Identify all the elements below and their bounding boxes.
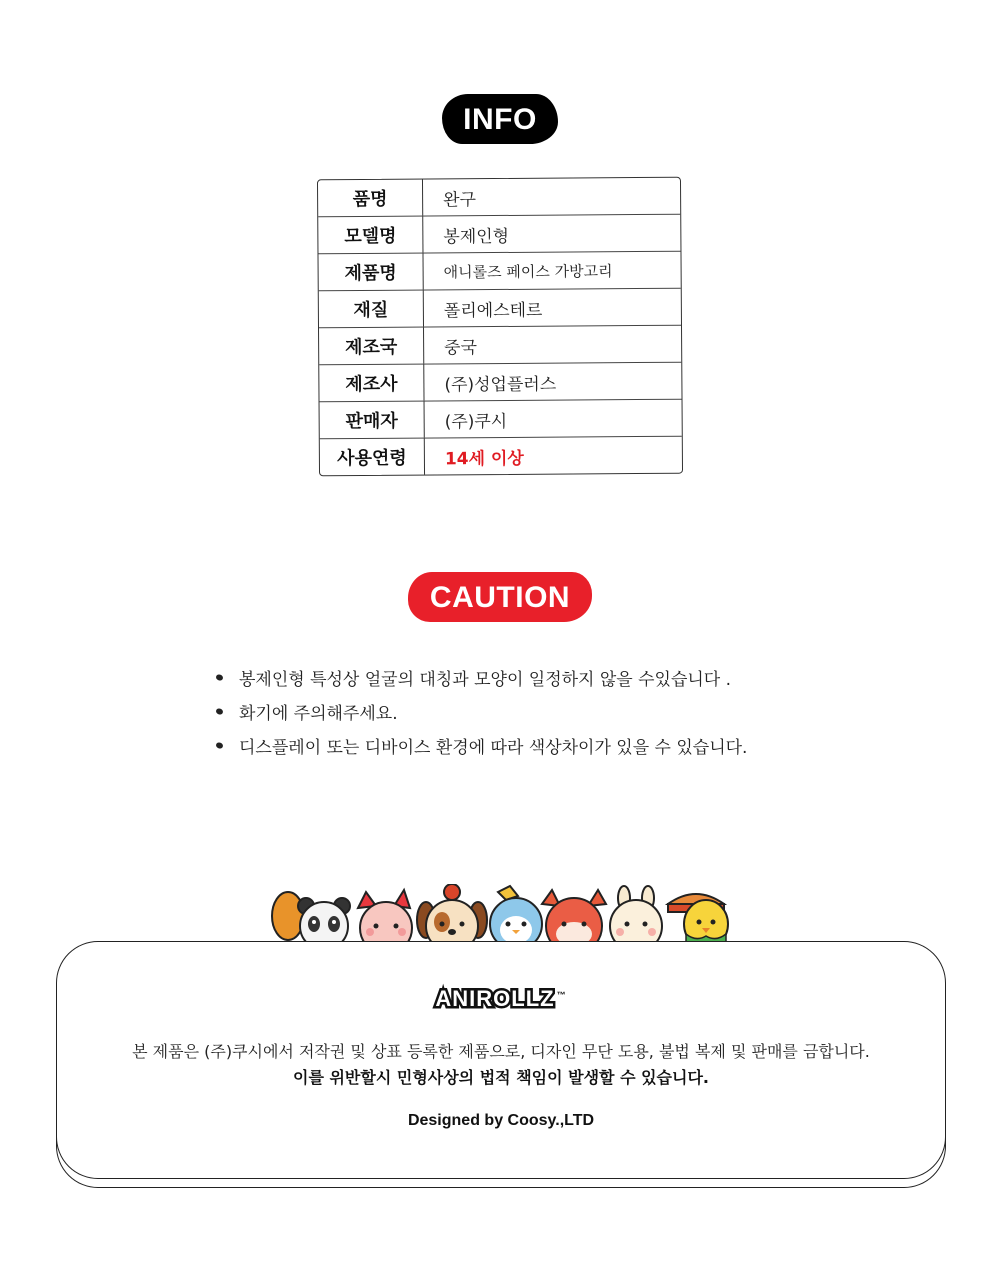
- row-label: 제조국: [319, 328, 424, 365]
- table-row: [320, 400, 682, 440]
- bullet-icon: [215, 741, 224, 749]
- caution-text: 화기에 주의해주세요.: [239, 703, 398, 724]
- list-item: [214, 728, 747, 762]
- table-row: [318, 252, 680, 292]
- row-value: 봉제인형: [443, 226, 510, 247]
- row-value: 애니롤즈 페이스 가방고리: [443, 261, 613, 281]
- caution-heading-badge: CAUTION: [408, 572, 592, 622]
- mascot-characters-illustration: [266, 884, 734, 944]
- row-value: 완구: [443, 189, 477, 210]
- logo-text: ANIROLLZ: [435, 986, 555, 1011]
- age-value: 14세 이상: [444, 448, 524, 469]
- table-row: [319, 363, 681, 403]
- table-row: [318, 178, 680, 218]
- info-table: [317, 177, 683, 477]
- caution-list: [214, 660, 747, 762]
- row-label: 제품명: [318, 254, 423, 291]
- row-value: 중국: [444, 337, 478, 358]
- row-label: 재질: [319, 291, 424, 328]
- list-item: [214, 694, 747, 728]
- caution-text: 봉제인형 특성상 얼굴의 대칭과 모양이 일정하지 않을 수있습니다 .: [239, 669, 732, 690]
- row-label: 품명: [318, 180, 423, 217]
- copyright-notice: 본 제품은 (주)쿠시에서 저작권 및 상표 등록한 제품으로, 디자인 무단 도용, 불법 복제 및 판매를 금합니다.: [132, 1042, 870, 1061]
- table-row: [320, 437, 682, 476]
- legal-warning: 이를 위반할시 민형사상의 법적 책임이 발생할 수 있습니다.: [292, 1068, 709, 1087]
- bullet-icon: [215, 707, 224, 715]
- table-row: [319, 289, 681, 329]
- row-value: 폴리에스테르: [443, 300, 543, 321]
- anirollz-logo: [57, 986, 945, 1012]
- footer-card: [56, 941, 946, 1179]
- list-item: [214, 660, 747, 694]
- row-value: (주)쿠시: [444, 411, 508, 432]
- row-label: 판매자: [320, 402, 425, 439]
- designer-credit: Designed by Coosy.,LTD: [407, 1112, 595, 1129]
- row-label: 사용연령: [320, 439, 425, 476]
- trademark-symbol: ™: [556, 989, 567, 1000]
- row-value: (주)성업플러스: [444, 374, 557, 395]
- row-label: 제조사: [319, 365, 424, 402]
- caution-text: 디스플레이 또는 디바이스 환경에 따라 색상차이가 있을 수 있습니다.: [239, 737, 748, 758]
- table-row: [318, 215, 680, 255]
- bullet-icon: [215, 673, 224, 681]
- table-row: [319, 326, 681, 366]
- info-heading-badge: INFO: [442, 94, 558, 144]
- row-label: 모델명: [318, 217, 423, 254]
